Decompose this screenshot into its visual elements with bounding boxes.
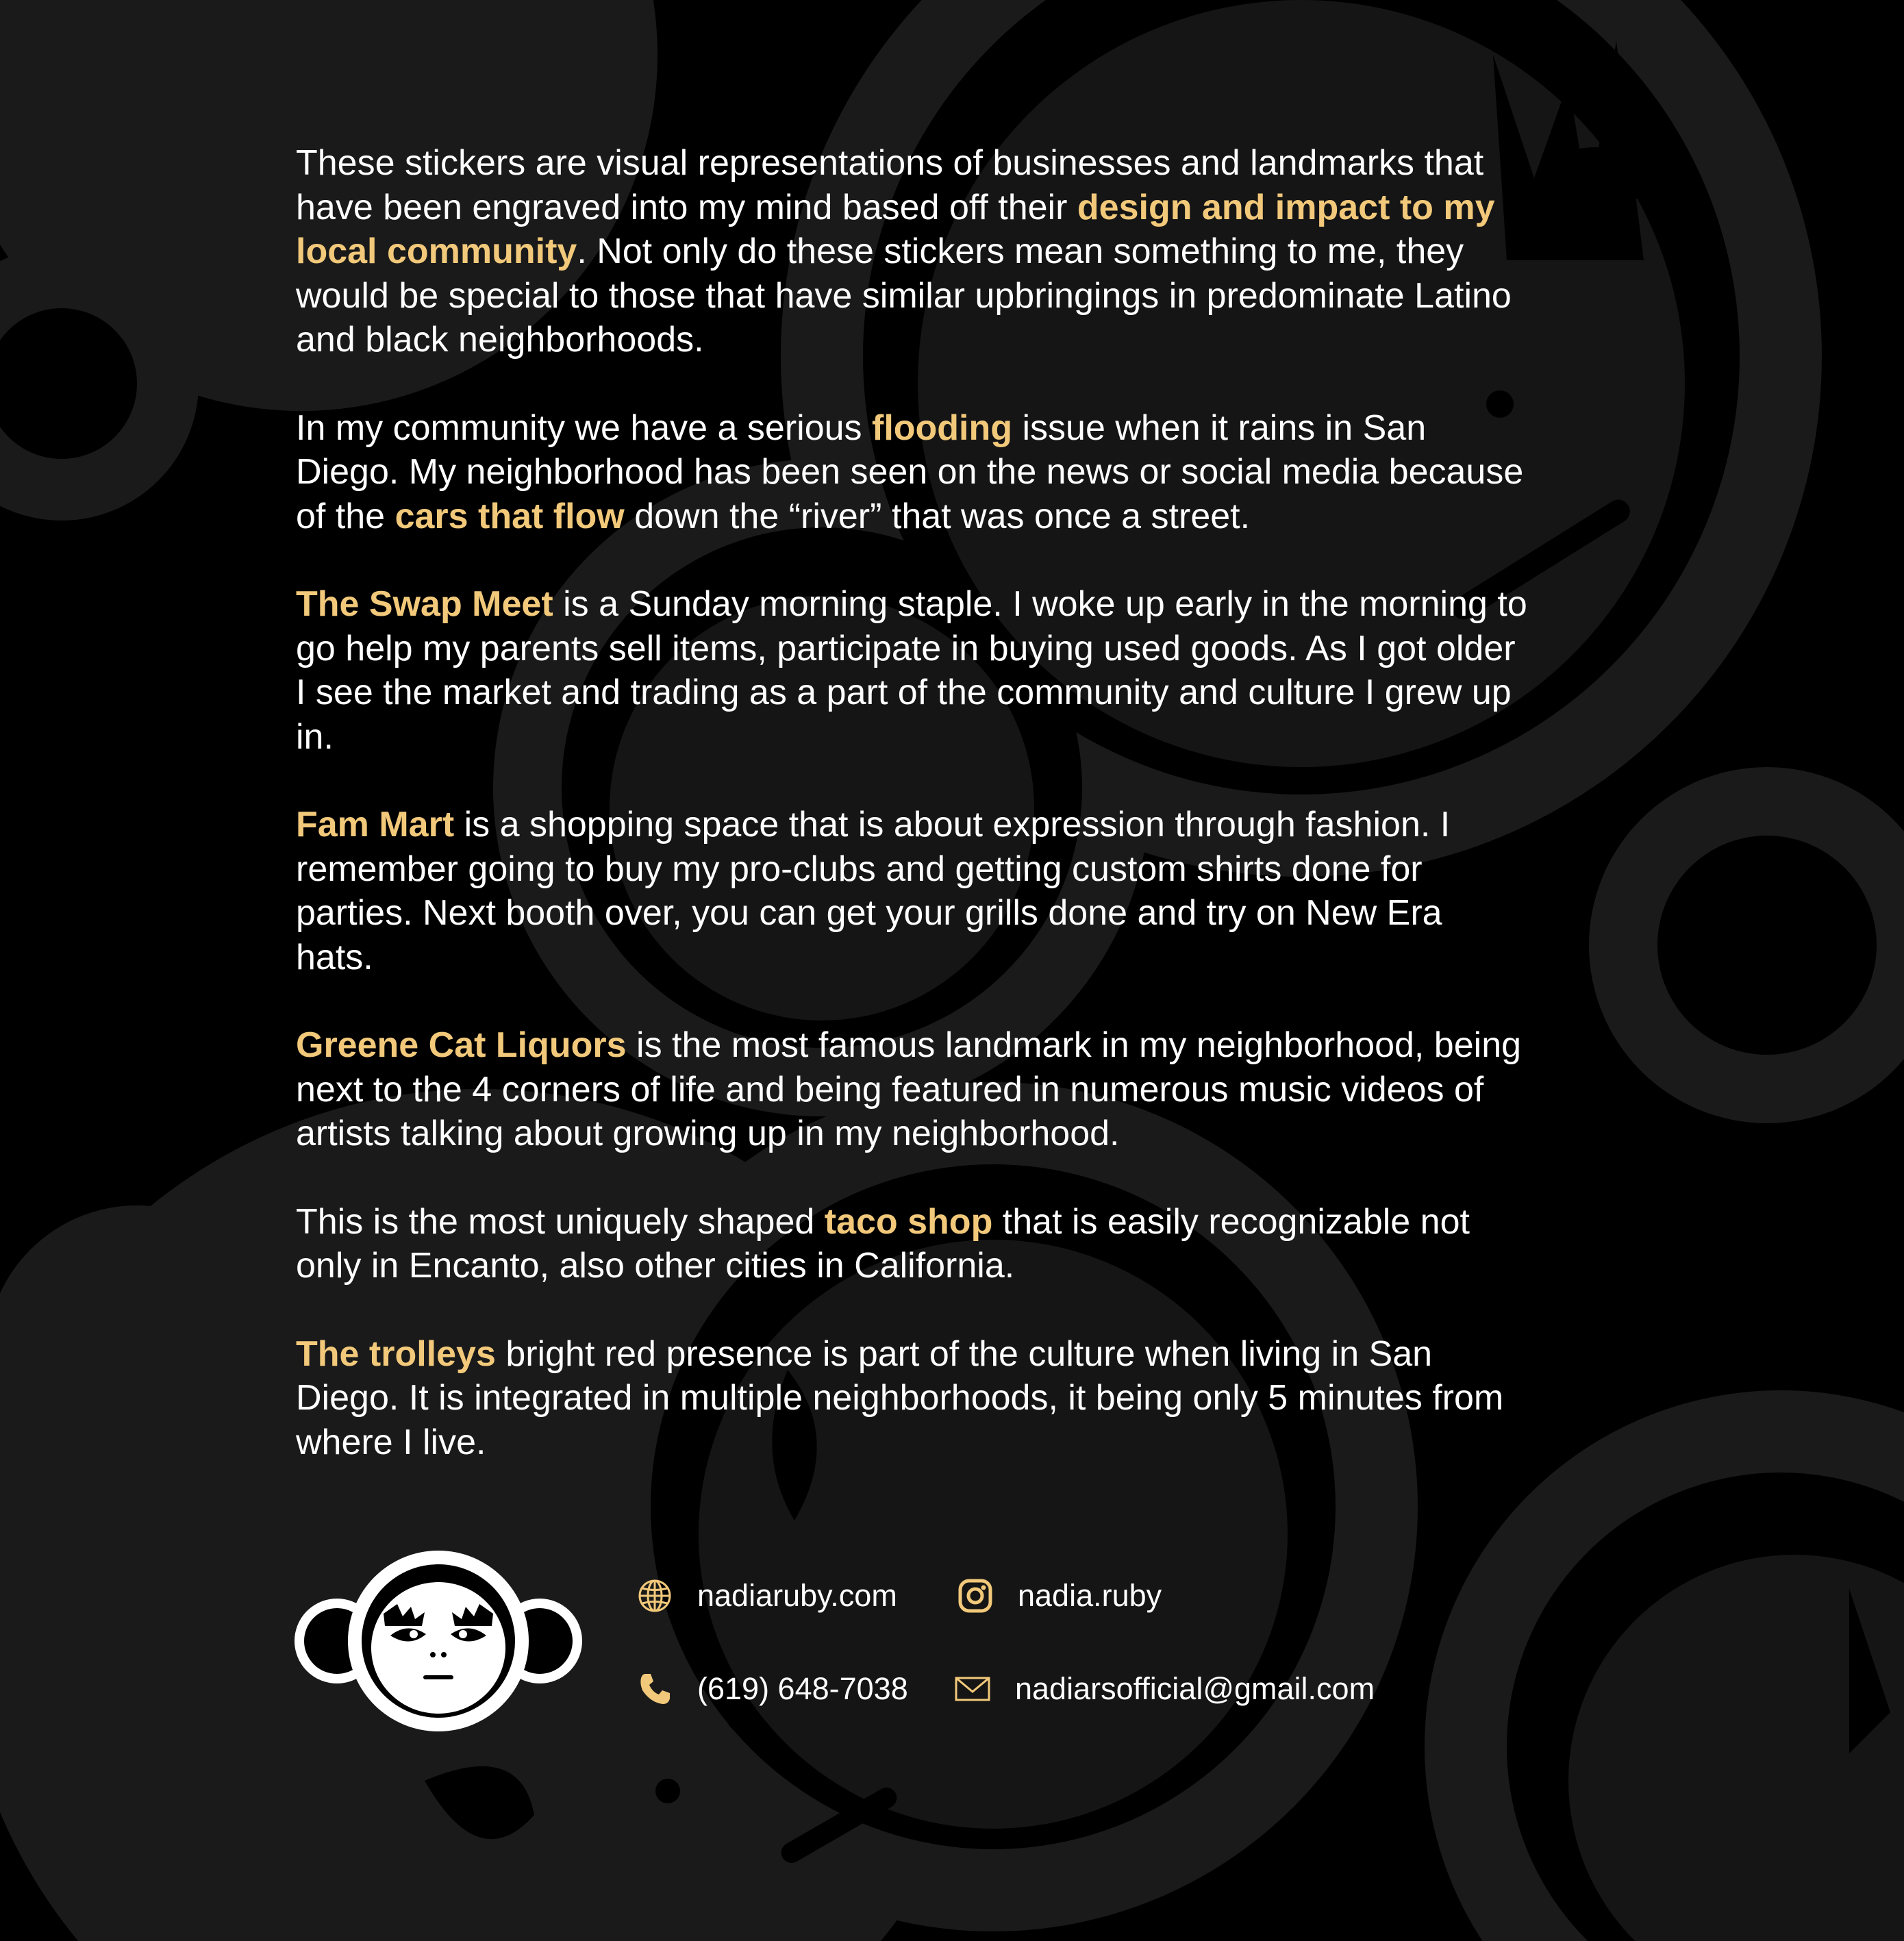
trolleys-highlight: The trolleys xyxy=(296,1333,496,1374)
taco-text-2: that is easily recognizable not only in Encanto, also other cities in California. xyxy=(296,1201,1470,1286)
flooding-text-2: issue when it rains in San Diego. My neighborhood has been seen on the news or social media because of the xyxy=(296,408,1524,536)
instagram-contact[interactable] xyxy=(956,1577,1162,1615)
greene-cat-highlight: Greene Cat Liquors xyxy=(296,1025,627,1065)
globe-icon xyxy=(636,1577,674,1615)
instagram-icon xyxy=(956,1577,994,1615)
website-link[interactable]: nadiaruby.com xyxy=(697,1578,897,1613)
phone-contact[interactable] xyxy=(636,1670,908,1708)
fam-mart-text: is a shopping space that is about expression through fashion. I remember going to buy my pro-clubs and getting custom shirts done for parties. Next booth over, you can get your grills done and try on New Era hats. xyxy=(296,805,1451,977)
footer xyxy=(295,1545,1596,1744)
paragraph-fam-mart xyxy=(296,803,1529,979)
trolleys-text: bright red presence is part of the culture when living in San Diego. It is integrated in multiple neighborhoods, it being only 5 minutes from where I live. xyxy=(296,1333,1504,1462)
monkey-face-logo xyxy=(295,1545,582,1744)
fam-mart-highlight: Fam Mart xyxy=(296,805,455,844)
description-text xyxy=(296,141,1529,1508)
swap-meet-highlight: The Swap Meet xyxy=(296,584,553,624)
instagram-handle[interactable]: nadia.ruby xyxy=(1018,1578,1162,1613)
intro-highlight: design and impact to my local community xyxy=(296,187,1495,271)
flooding-text-3: down the “river” that was once a street. xyxy=(624,496,1251,536)
paragraph-taco-shop xyxy=(296,1200,1529,1288)
website-contact[interactable] xyxy=(636,1577,897,1615)
email-contact[interactable] xyxy=(953,1670,1375,1708)
phone-icon xyxy=(636,1670,674,1708)
swap-meet-text: is a Sunday morning staple. I woke up early in the morning to go help my parents sell items, participate in buying used goods. As I got older I see the market and trading as a part of the community and culture I grew up in. xyxy=(296,584,1527,757)
greene-cat-text: is the most famous landmark in my neighborhood, being next to the 4 corners of life and being featured in numerous music videos of artists talking about growing up in my neighborhood. xyxy=(296,1025,1522,1153)
flooding-highlight: flooding xyxy=(872,408,1013,448)
paragraph-flooding xyxy=(296,406,1529,539)
cars-highlight: cars that flow xyxy=(394,496,625,536)
taco-text-1: This is the most uniquely shaped xyxy=(296,1201,825,1242)
paragraph-greene-cat xyxy=(296,1023,1529,1156)
intro-text-2: . Not only do these stickers mean something to me, they would be special to those that have similar upbringings in predominate Latino and black neighborhoods. xyxy=(296,231,1512,360)
email-address[interactable]: nadiarsofficial@gmail.com xyxy=(1015,1671,1375,1706)
taco-highlight: taco shop xyxy=(824,1201,993,1242)
intro-text-1: These stickers are visual representations of businesses and landmarks that have been engraved into my mind based off their xyxy=(296,143,1484,227)
mail-icon xyxy=(953,1670,992,1708)
paragraph-intro xyxy=(296,141,1529,362)
phone-number[interactable]: (619) 648-7038 xyxy=(697,1671,908,1706)
flooding-text-1: In my community we have a serious xyxy=(296,408,872,448)
paragraph-swap-meet xyxy=(296,582,1529,759)
paragraph-trolleys xyxy=(296,1332,1529,1465)
